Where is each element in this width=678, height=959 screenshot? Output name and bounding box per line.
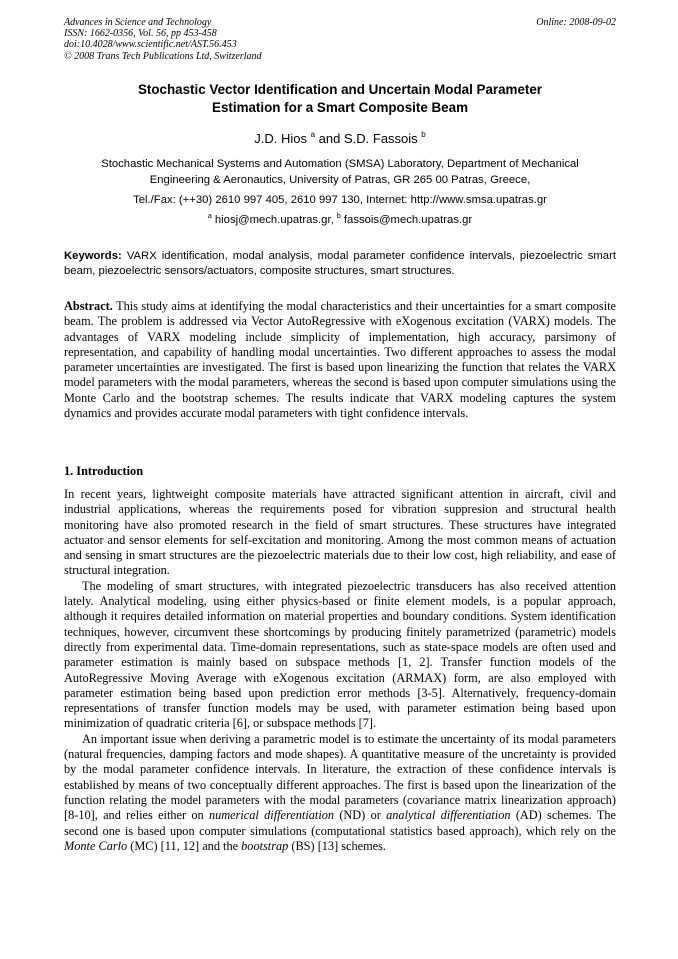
contact-line: Tel./Fax: (++30) 2610 997 405, 2610 997 130, Internet: http://www.smsa.upatras.gr (133, 194, 547, 206)
author-1: J.D. Hios (254, 131, 307, 146)
paper-title (64, 81, 616, 116)
email-b: fassois@mech.upatras.gr (340, 214, 473, 226)
intro-paragraph-1: In recent years, lightweight composite materials have attracted significant attention in aircraft, civil and industrial applications, whereas the requirements posed for vibration suppresion and structural health monitoring have also promoted research in the field of smart structures. These structures have integrated actuator and sensor elements for self-excitation and monitoring. Among the most common means of actuation and sensing in smart structures are the piezoelectric materials due to their low cost, high reliability, and ease of structural integration. (64, 487, 616, 578)
doi-line: doi:10.4028/www.scientific.net/AST.56.453 (64, 39, 237, 51)
intro-paragraph-3 (64, 732, 616, 854)
email-line (64, 213, 616, 229)
copyright-line: © 2008 Trans Tech Publications Ltd, Switzerland (64, 50, 262, 62)
journal-header (64, 17, 616, 62)
p3-analytical-differentiation: analytical differentiation (386, 808, 511, 823)
title-line-2: Estimation for a Smart Composite Beam (212, 99, 468, 115)
keywords-text: VARX identification, modal analysis, modal parameter confidence intervals, piezoelectric smart beam, piezoelectric sensors/actuators, composite structures, smart structures. (64, 250, 616, 277)
email-sup-b: b (336, 213, 341, 220)
abstract-paragraph (64, 299, 616, 421)
p3-text-e: (BS) [13] schemes. (288, 838, 386, 853)
section-heading: 1. Introduction (64, 464, 144, 478)
introduction-body (64, 487, 616, 854)
email-a: hiosj@mech.upatras.gr, (211, 214, 337, 226)
p3-text-d: (MC) [11, 12] and the (127, 838, 242, 853)
author-and: and (315, 131, 344, 146)
keywords-block (64, 249, 616, 279)
p3-text-a: An important issue when deriving a parametric model is to estimate the uncertainty of its modal parameters (natural frequencies, damping factors and mode shapes). A quantitative measure of the uncretainty is provided by the modal parameter confidence intervals. In literature, the extraction of these confidence intervals is established by means of two conceptually different approaches. The first is based upon the linearization of the function relating the model parameters with the modal parameters (covariance matrix linearization approach) [8-10], and relies either on (64, 731, 616, 823)
title-line-1: Stochastic Vector Identification and Uncertain Modal Parameter (137, 82, 543, 97)
p3-monte-carlo: Monte Carlo (64, 838, 128, 853)
affiliation-line-1: Stochastic Mechanical Systems and Automation (SMSA) Laboratory, Department of Mechanical (101, 158, 579, 170)
p3-text-c: (AD) schemes. The second one is based upon computer simulations (computational statistics based approach), which rely on the (64, 808, 616, 838)
abstract-text: This study aims at identifying the modal characteristics and their uncertainties for a smart composite beam. The problem is addressed via Vector AutoRegressive with eXogenous excitation (VARX) models. The advantages of VARX modeling include simplicity of implementation, high accuracy, parsimony of representation, and capability of handling modal uncertainties. Two different approaches to assess the modal parameter uncertainties are investigated. The first is based upon linearizing the function that relates the VARX model parameters with the modal parameters, whereas the second is based upon computer simulations using the Monte Carlo and the bootstrap schemes. The results indicate that VARX modeling captures the system dynamics and provides accurate modal parameters with tight confidence intervals. (64, 299, 616, 421)
affiliation-line-2: Engineering & Aeronautics, University of Patras, GR 265 00 Patras, Greece, (149, 173, 531, 186)
author-2-sup: b (421, 130, 426, 139)
author-line (64, 130, 616, 147)
affiliation (64, 157, 616, 188)
abstract-block (64, 299, 616, 421)
author-1-sup: a (310, 130, 316, 139)
email-sup-a: a (207, 213, 212, 220)
issn-line: ISSN: 1662-0356, Vol. 56, pp 453-458 (64, 28, 217, 40)
journal-name: Advances in Science and Technology (64, 17, 212, 28)
p3-bootstrap: bootstrap (241, 838, 289, 853)
keywords-label: Keywords: (64, 250, 122, 262)
p3-numerical-differentiation: numerical differentiation (208, 808, 335, 823)
abstract-label: Abstract. (64, 299, 113, 313)
p3-text-b: (ND) or (334, 808, 387, 823)
online-date: Online: 2008-09-02 (536, 17, 616, 28)
intro-paragraph-2: The modeling of smart structures, with integrated piezoelectric transducers has also received attention lately. Analytical modeling, using either physics-based or finite element models, is a popular approach, although it requires detailed information on material properties and boundary conditions. System identification techniques, however, circumvent these shortcomings by producing finitely parametrized (parametric) models directly from experimental data. Time-domain representations, such as state-space models are often used and parameter estimation is mainly based on subspace methods [1, 2]. Transfer function models of the AutoRegressive Moving Average with eXogenous excitation (ARMAX) form, are also employed with parameter estimation being based upon prediction error methods [3-5]. Alternatively, frequency-domain representations of transfer function models may be used, with parameter estimation being based upon minimization of quadratic criteria [6], or subspace methods [7]. (64, 578, 616, 731)
author-2: S.D. Fassois (343, 131, 418, 146)
